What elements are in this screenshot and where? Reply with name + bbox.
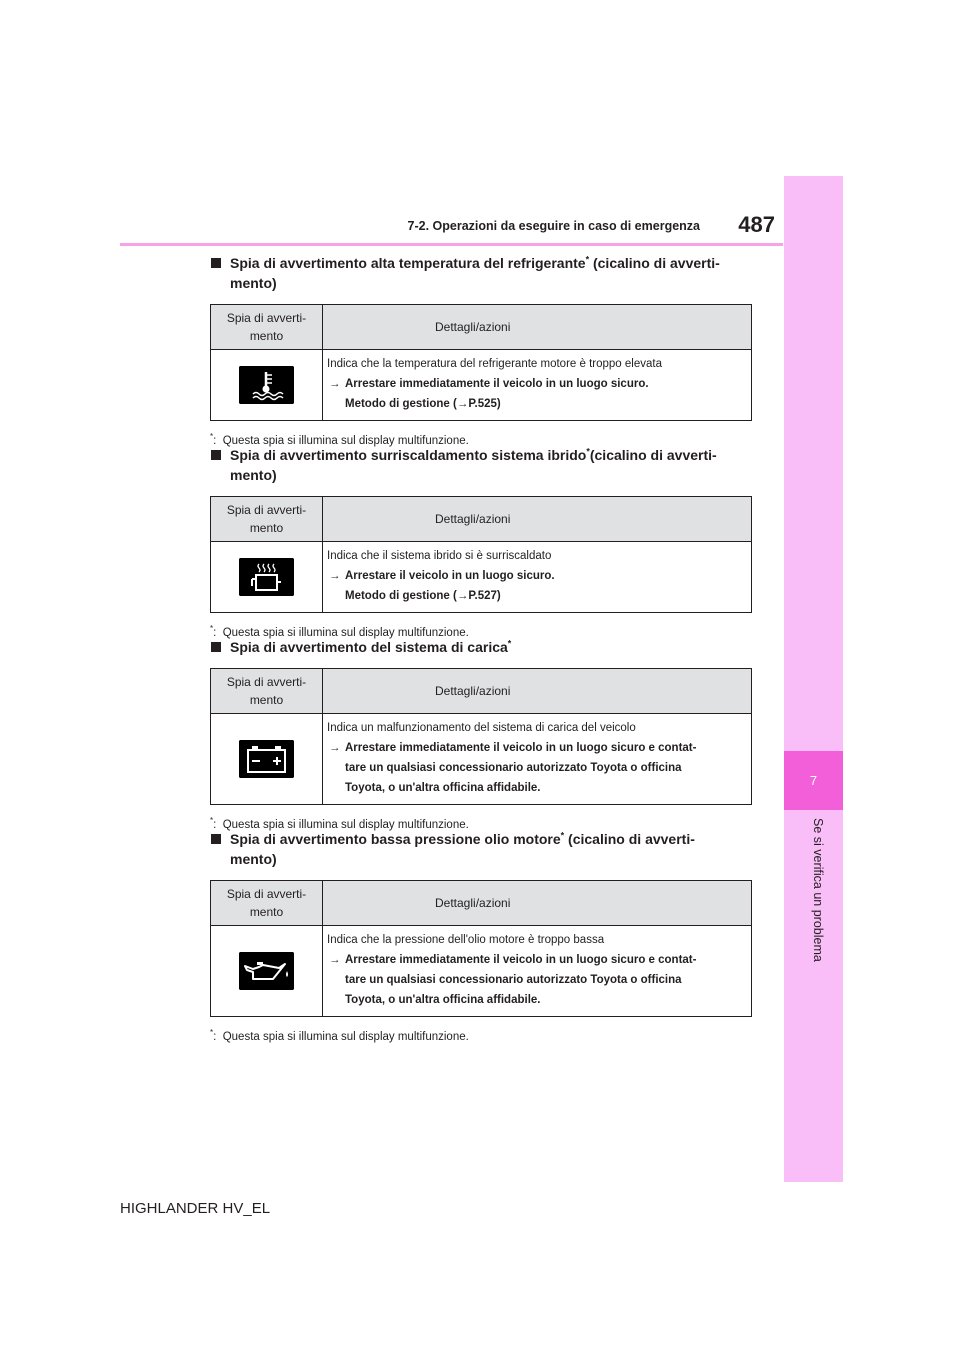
coolant-temperature-icon [239,366,294,404]
header-divider [120,243,783,246]
description: Indica che il sistema ibrido si è surriscaldato [327,550,552,562]
warning-table [210,496,752,613]
warning-table [210,304,752,421]
action: → Arrestare immediatamente il veicolo in un luogo sicuro. Metodo di gestione (→P.525) [327,374,743,414]
header-details: Dettagli/azioni [323,305,752,350]
header-warning-light: Spia di avverti- mento [211,669,323,714]
arrow-icon: → [329,570,341,582]
warning-table [210,668,752,805]
warning-table [210,880,752,1017]
hybrid-system-overheat-icon [239,558,294,596]
square-bullet-icon [211,834,221,844]
action: → Arrestare il veicolo in un luogo sicuro. Metodo di gestione (→P.527) [327,566,743,606]
description: Indica che la pressione dell'olio motore è troppo bassa [327,934,605,946]
header-details: Dettagli/azioni [323,497,752,542]
description: Indica un malfunzionamento del sistema di carica del veicolo [327,722,636,734]
action: → Arrestare immediatamente il veicolo in un luogo sicuro e contat- tare un qualsiasi concessionario autorizzato Toyota o officina Toyota, o un'altra officina affidabile. [327,738,743,798]
footnote: *: Questa spia si illumina sul display multifunzione. [210,432,469,447]
section-title: Spia di avvertimento del sistema di carica* [210,637,752,657]
section-title: Spia di avvertimento surriscaldamento sistema ibrido*(cicalino di avverti- mento) [210,445,752,485]
square-bullet-icon [211,450,221,460]
action: → Arrestare immediatamente il veicolo in un luogo sicuro e contat- tare un qualsiasi concessionario autorizzato Toyota o officina Toyota, o un'altra officina affidabile. [327,950,743,1010]
chapter-title: Se si verifica un problema [811,818,825,962]
arrow-icon: → [329,954,341,966]
section-header: 7-2. Operazioni da eseguire in caso di emergenza [407,219,700,233]
footer-model-name: HIGHLANDER HV_EL [120,1200,271,1217]
arrow-icon: → [329,742,341,754]
oil-pressure-icon [239,952,294,990]
footnote: *: Questa spia si illumina sul display multifunzione. [210,624,469,639]
section-title: Spia di avvertimento bassa pressione olio motore* (cicalino di avverti- mento) [210,829,752,869]
section-oil-pressure [210,829,752,1045]
section-hybrid-overheat [210,445,752,641]
header-warning-light: Spia di avverti- mento [211,881,323,926]
page-number: 487 [738,212,775,237]
header-details: Dettagli/azioni [323,669,752,714]
section-charging-system [210,637,752,833]
header-warning-light: Spia di avverti- mento [211,497,323,542]
footnote: *: Questa spia si illumina sul display multifunzione. [210,1028,469,1043]
battery-charge-icon [239,740,294,778]
square-bullet-icon [211,642,221,652]
footnote: *: Questa spia si illumina sul display multifunzione. [210,816,469,831]
arrow-icon: → [329,378,341,390]
description: Indica che la temperatura del refrigerante motore è troppo elevata [327,358,662,370]
header-warning-light: Spia di avverti- mento [211,305,323,350]
section-title: Spia di avvertimento alta temperatura del refrigerante* (cicalino di avverti- mento) [210,253,752,293]
section-coolant-temp [210,253,752,449]
page-reference-link[interactable]: P.525) [468,398,501,410]
chapter-number: 7 [784,751,843,810]
header-details: Dettagli/azioni [323,881,752,926]
square-bullet-icon [211,258,221,268]
page-reference-link[interactable]: P.527) [468,590,501,602]
